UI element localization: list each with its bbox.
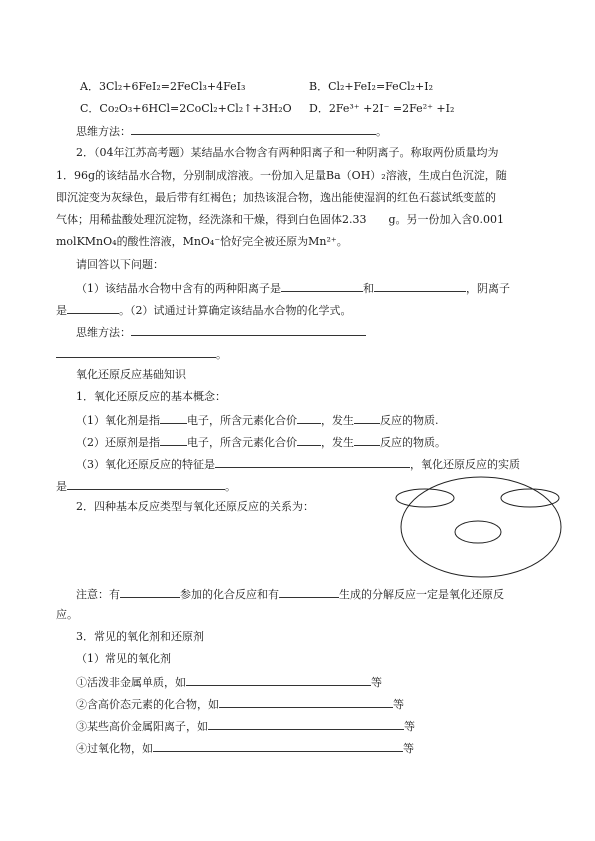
item-text: ②含高价态元素的化合物，如 xyxy=(76,698,219,711)
q2-part-1-text: （1）该结晶水合物中含有的两种阳离子是 xyxy=(76,282,281,295)
section-2: 2．四种基本反应类型与氧化还原反应的关系为： xyxy=(76,500,314,513)
etc: 等 xyxy=(393,698,404,711)
def-text: 电子，所含元素化合价 xyxy=(187,414,297,427)
method-label: 思维方法： xyxy=(76,125,131,138)
def-text: 电子，所含元素化合价 xyxy=(187,436,297,449)
def-text: 反应的物质. xyxy=(380,414,439,427)
note-line-2: 应。 xyxy=(56,608,78,621)
section-1: 1．氧化还原反应的基本概念： xyxy=(76,390,226,403)
ellipse-center xyxy=(455,521,501,543)
section-title: 氧化还原反应基础知识 xyxy=(76,368,186,381)
def-text: （3）氧化还原反应的特征是 xyxy=(76,458,215,471)
def-text: 反应的物质。 xyxy=(380,436,446,449)
ellipse-right xyxy=(501,489,559,507)
blank-note-1[interactable] xyxy=(120,586,180,598)
oxidant-item-1 xyxy=(76,674,382,690)
q2-part-2-text: 。（2）试通过计算确定该结晶水合物的化学式。 xyxy=(119,304,352,317)
blank-o4[interactable] xyxy=(153,740,403,752)
etc: 等 xyxy=(404,720,415,733)
item-text: ①活泼非金属单质，如 xyxy=(76,676,186,689)
note-text: 参加的化合反应和有 xyxy=(180,588,279,601)
option-b: B．Cl₂+FeI₂=FeCl₂+I₂ xyxy=(309,80,434,93)
q2-line-3: 即沉淀变为灰绿色，最后带有红褐色；加热该混合物，逸出能使湿润的红色石蕊试纸变蓝的 xyxy=(56,191,496,204)
q2-anion-text: ，阴离子 xyxy=(466,282,510,295)
period-3: 。 xyxy=(225,480,236,493)
q2-line-1: 2．（04年江苏高考题）某结晶水合物含有两种阳离子和一种阴离子。称取两份质量均为 xyxy=(76,146,499,159)
def-text: （2）还原剂是指 xyxy=(76,436,160,449)
q2-and: 和 xyxy=(363,282,374,295)
oxidant-item-3 xyxy=(76,718,415,734)
option-a: A．3Cl₂+6FeI₂=2FeCl₃+4FeI₃ xyxy=(80,80,246,93)
etc: 等 xyxy=(371,676,382,689)
section-3: 3．常见的氧化剂和还原剂 xyxy=(76,630,204,643)
blank-o2[interactable] xyxy=(219,696,393,708)
item-text: ④过氧化物，如 xyxy=(76,742,153,755)
option-d: D．2Fe³⁺ +2I⁻ =2Fe²⁺ +I₂ xyxy=(309,102,455,115)
outer-ellipse xyxy=(401,477,561,577)
def-text: ，氧化还原反应的实质 xyxy=(410,458,520,471)
etc: 等 xyxy=(403,742,414,755)
note-line xyxy=(76,586,504,602)
def-text: （1）氧化剂是指 xyxy=(76,414,160,427)
def-text: ，发生 xyxy=(321,414,354,427)
note-text: 生成的分解反应一定是氧化还原反 xyxy=(339,588,504,601)
blank-o1[interactable] xyxy=(186,674,371,686)
q2-ask: 请回答以下问题： xyxy=(76,258,164,271)
def-text: ，发生 xyxy=(321,436,354,449)
blank-o3[interactable] xyxy=(208,718,404,730)
q2-is: 是 xyxy=(56,304,67,317)
method-label-2: 思维方法： xyxy=(76,326,131,339)
section-3a: （1）常见的氧化剂 xyxy=(76,652,171,665)
blank-note-2[interactable] xyxy=(279,586,339,598)
q2-line-4: 气体；用稀盐酸处理沉淀物，经洗涤和干燥，得到白色固体2.33 g。另一份加入含0.001 xyxy=(56,213,505,226)
q2-line-2: 1．96g的该结晶水合物，分别制成溶液。一份加入足量Ba（OH）₂溶液，生成白色沉淀，随 xyxy=(56,169,507,182)
oxidant-item-4 xyxy=(76,740,414,756)
period-2: 。 xyxy=(216,348,227,361)
q2-line-5: molKMnO₄的酸性溶液，MnO₄⁻恰好完全被还原为Mn²⁺。 xyxy=(56,235,348,248)
period: 。 xyxy=(376,125,387,138)
note-text: 注意：有 xyxy=(76,588,120,601)
item-text: ③某些高价金属阳离子，如 xyxy=(76,720,208,733)
oxidant-item-2 xyxy=(76,696,404,712)
option-c: C．Co₂O₃+6HCl=2CoCl₂+Cl₂↑+3H₂O xyxy=(80,102,292,115)
def-text: 是 xyxy=(56,480,67,493)
